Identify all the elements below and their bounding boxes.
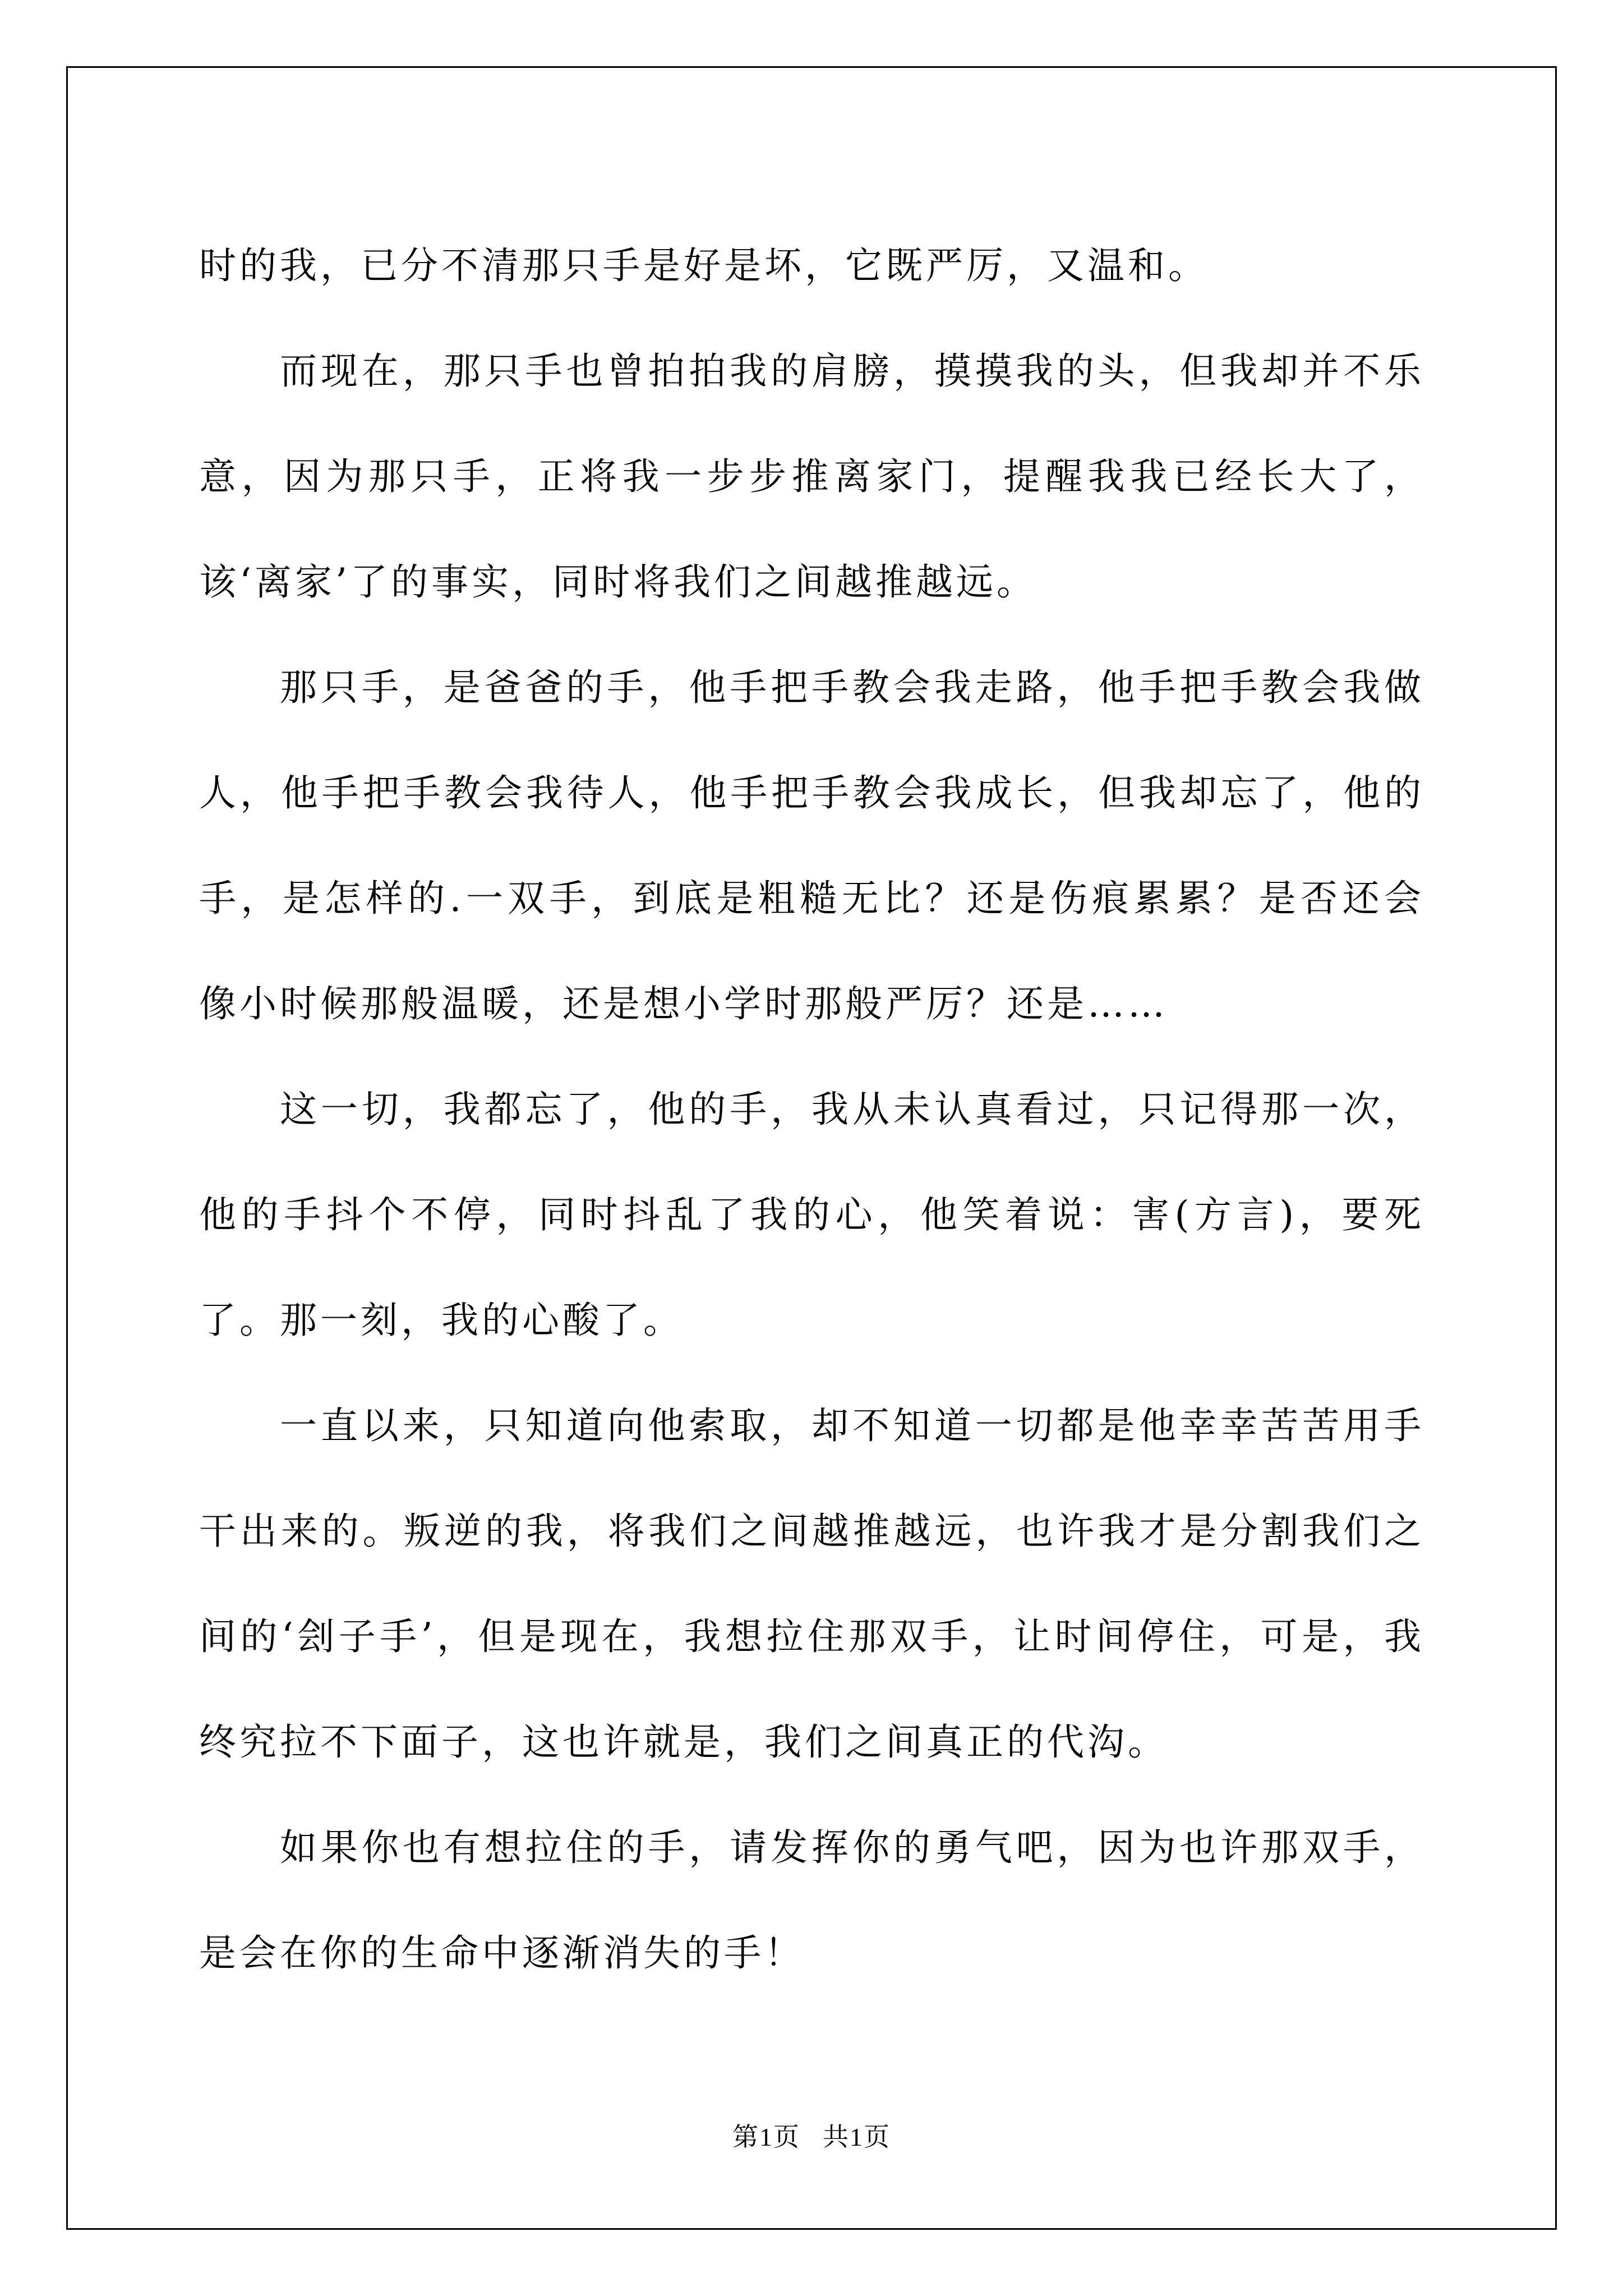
paragraph-3: 那只手，是爸爸的手，他手把手教会我走路，他手把手教会我做人，他手把手教会我待人，他手把手教会我成长，但我却忘了，他的手，是怎样的.一双手，到底是粗糙无比？还是伤痕累累？是否还会像小时候那般温暖，还是想小学时那般严厉？还是…… [199, 666, 1424, 1025]
paragraph-5: 一直以来，只知道向他索取，却不知道一切都是他幸幸苦苦用手干出来的。叛逆的我，将我们之间越推越远，也许我才是分割我们之间的‘刽子手’，但是现在，我想拉住那双手，让时间停住，可是，我终究拉不下面子，这也许就是，我们之间真正的代沟。 [199, 1404, 1424, 1764]
paragraph-2: 而现在，那只手也曾拍拍我的肩膀，摸摸我的头，但我却并不乐意，因为那只手，正将我一步步推离家门，提醒我我已经长大了，该‘离家’了的事实，同时将我们之间越推越远。 [199, 349, 1424, 604]
page-total: 共1页 [823, 2123, 891, 2151]
paragraph-4: 这一切，我都忘了，他的手，我从未认真看过，只记得那一次，他的手抖个不停，同时抖乱了我的心，他笑着说：害(方言)，要死了。那一刻，我的心酸了。 [199, 1088, 1424, 1342]
page-footer [0, 2120, 1623, 2154]
page-number: 第1页 [732, 2123, 800, 2151]
document-body [199, 213, 1424, 2006]
paragraph-6: 如果你也有想拉住的手，请发挥你的勇气吧，因为也许那双手，是会在你的生命中逐渐消失的手！ [199, 1826, 1424, 1975]
paragraph-1: 时的我，已分不清那只手是好是坏，它既严厉，又温和。 [199, 244, 1209, 287]
